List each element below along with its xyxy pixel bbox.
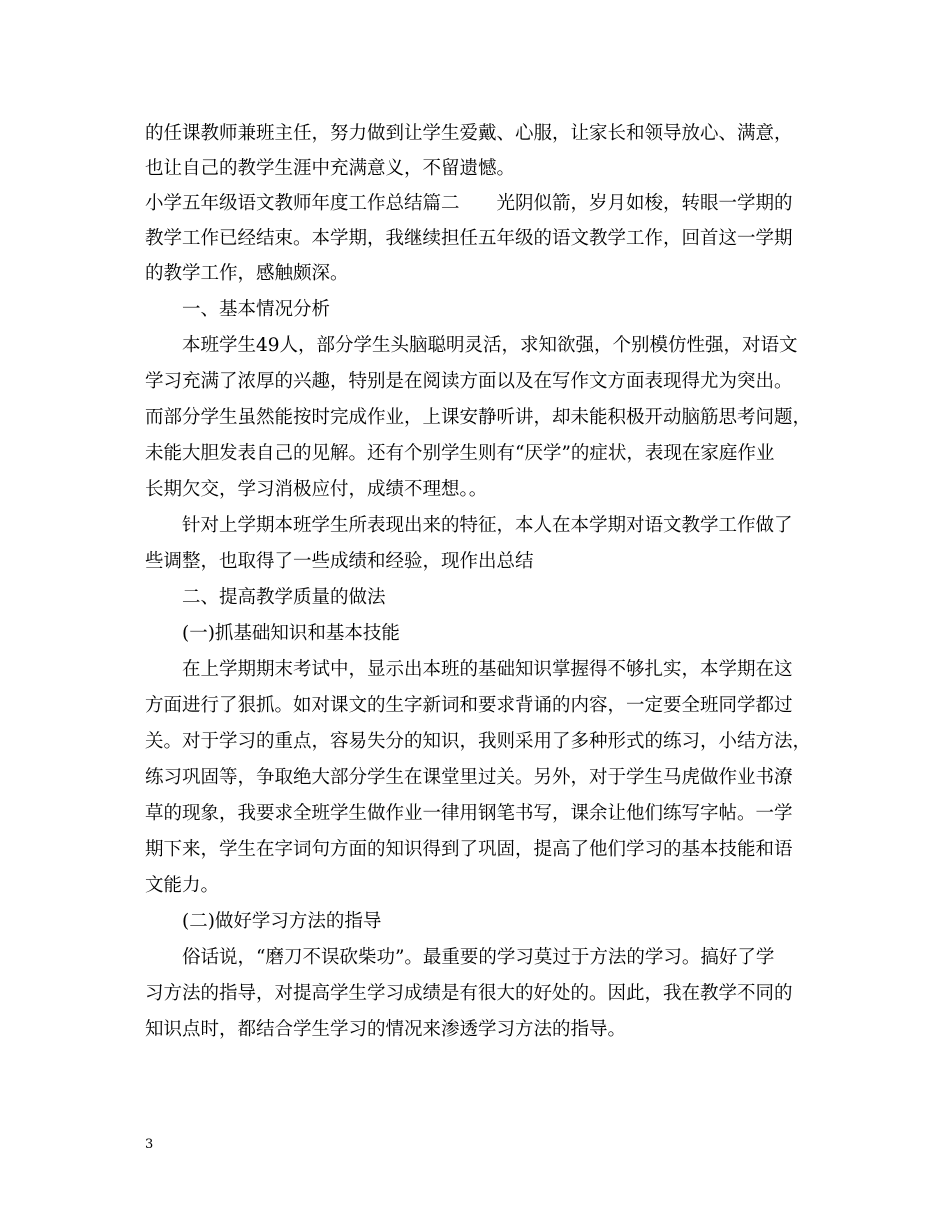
text-line: 的任课教师兼班主任，努力做到让学生爱戴、心服，让家长和领导放心、满意， [145,123,793,144]
text-line: 文能力。 [145,875,220,896]
text-line: 也让自己的教学生涯中充满意义，不留遗憾。 [145,158,516,179]
text-line: 期下来，学生在字词句方面的知识得到了巩固，提高了他们学习的基本技能和语 [145,839,793,860]
subsection-heading: (二)做好学习方法的指导 [182,911,382,932]
text-line: 本班学生49人，部分学生头脑聪明灵活，求知欲强，个别模仿性强，对语文 [182,335,798,356]
text-line: 练习巩固等，争取绝大部分学生在课堂里过关。另外，对于学生马虎做作业书潦 [145,767,793,788]
section-heading: 一、基本情况分析 [182,299,331,320]
text-line: 的教学工作，感触颇深。 [145,263,349,284]
text-line: 俗话说，“磨刀不误砍柴功”。最重要的学习莫过于方法的学习。搞好了学 [182,947,775,968]
page-number: 3 [145,1137,154,1152]
subsection-heading: (一)抓基础知识和基本技能 [182,623,400,644]
text-line: 关。对于学习的重点，容易失分的知识，我则采用了多种形式的练习，小结方法， [145,731,812,752]
section-heading: 二、提高教学质量的做法 [182,587,386,608]
text-line: 知识点时，都结合学生学习的情况来渗透学习方法的指导。 [145,1019,627,1040]
text-line: 小学五年级语文教师年度工作总结篇二 光阴似箭，岁月如梭，转眼一学期的 [145,193,793,214]
text-line: 些调整，也取得了一些成绩和经验，现作出总结 [145,551,534,572]
text-line: 教学工作已经结束。本学期，我继续担任五年级的语文教学工作，回首这一学期 [145,228,793,249]
text-line: 草的现象，我要求全班学生做作业一律用钢笔书写，课余让他们练写字帖。一学 [145,803,793,824]
text-line: 长期欠交，学习消极应付，成绩不理想。。 [145,479,488,500]
text-line: 针对上学期本班学生所表现出来的特征，本人在本学期对语文教学工作做了 [182,515,793,536]
text-line: 未能大胆发表自己的见解。还有个别学生则有“厌学”的症状，表现在家庭作业 [145,443,775,464]
text-line: 学习充满了浓厚的兴趣，特别是在阅读方面以及在写作文方面表现得尤为突出。 [145,371,793,392]
text-line: 而部分学生虽然能按时完成作业，上课安静听讲，却未能积极开动脑筋思考问题， [145,407,812,428]
text-line: 方面进行了狠抓。如对课文的生字新词和要求背诵的内容，一定要全班同学都过 [145,695,793,716]
text-line: 习方法的指导，对提高学生学习成绩是有很大的好处的。因此，我在教学不同的 [145,983,793,1004]
text-line: 在上学期期末考试中，显示出本班的基础知识掌握得不够扎实，本学期在这 [182,659,793,680]
